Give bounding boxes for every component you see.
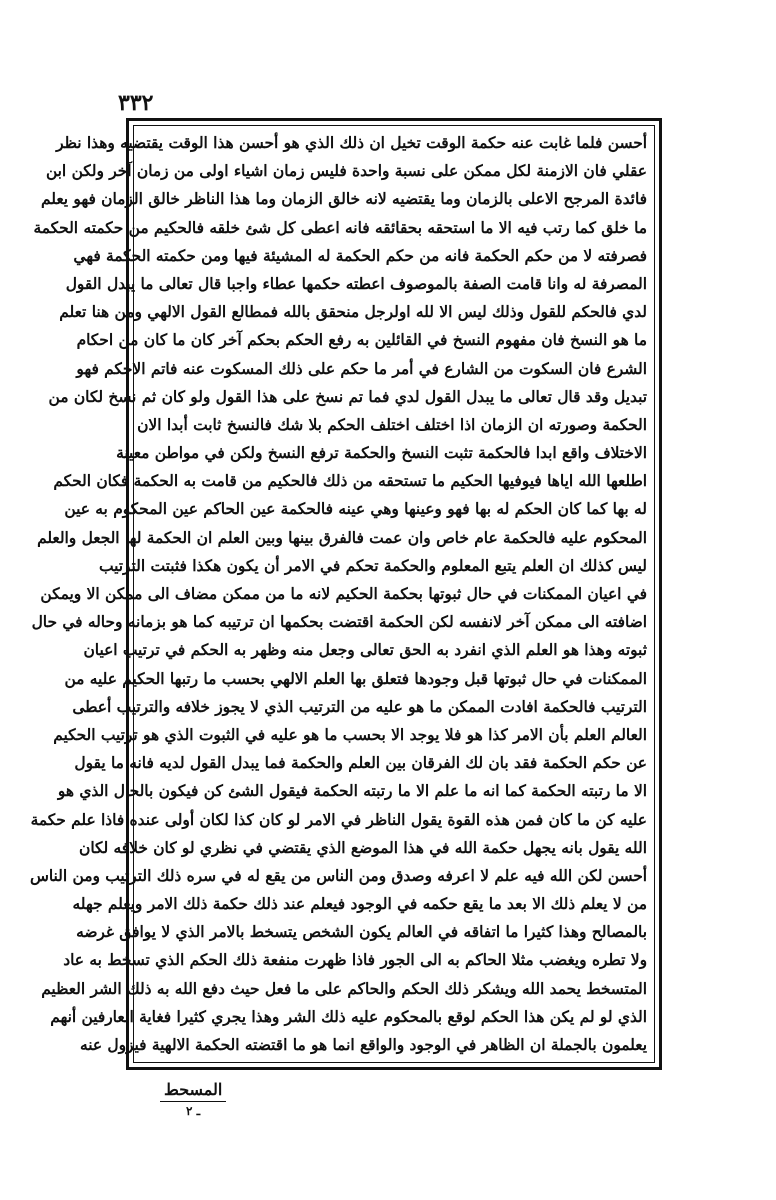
text-line: لدي فالحكم للقول وذلك ليس الا لله اولرجل منحقق بالله فمطالع القول الالهي ومن هنا تعلم bbox=[59, 303, 647, 322]
text-line: بالمصالح وهذا كثيرا ما اتفاقه في العالم يكون الشخص يتسخط بالامر الذي لا يوافق غرضه bbox=[76, 923, 647, 942]
text-line: ما خلق كما رتب فيه الا ما استحقه بحقائقه فانه اعطى كل شئ خلقه فالحكيم من حكمته الحكمة bbox=[33, 218, 647, 237]
text-line: من لا يعلم ذلك الا بعد ما يقع حكمه في الوجود فيعلم عند ذلك حكمة ذلك الامر ويعلم جهله bbox=[72, 895, 647, 914]
signature-mark: ـ ٢ bbox=[186, 1104, 201, 1118]
text-line: المصرفة له وانا قامت الصفة بالموصوف اعطته حكمها عطاء واجبا قال تعالى ما يبدل القول bbox=[65, 274, 647, 293]
text-line: الله يقول بانه يجهل حكمة الله في هذا الموضع الذي يقتضي في نظري لو كان خلافه لكان bbox=[79, 838, 647, 857]
text-line: ليس كذلك ان العلم يتبع المعلوم والحكمة تحكم في الامر أن يكون هكذا فثبتت الترتيب bbox=[98, 556, 647, 575]
text-line: الممكنات في حال ثبوتها قبل وجودها فتعلق بها العلم الالهي بحسب ما رتبها الحكيم عليه من bbox=[64, 669, 647, 688]
body-text bbox=[30, 131, 647, 1057]
text-line: ولا تطره ويغضب مثلا الحاكم به الى الجور فاذا ظهرت منفعة ذلك الحكم الذي تسخط به عاد bbox=[63, 951, 647, 970]
text-line: الشرع فان السكوت من الشارع في أمر ما حكم على ذلك المسكوت عنه فاتم الاحكم فهو bbox=[76, 359, 647, 378]
text-line: الاختلاف واقع ابدا فالحكمة تثبت النسخ والحكمة ترفع النسخ ولكن في مواطن معينة bbox=[116, 444, 647, 463]
text-line: الذي لو لم يكن هذا الحكم لوقع بالمحكوم عليه ذلك الشر وهذا يجري كثيرا فغاية العارفين أنهم bbox=[50, 1007, 647, 1026]
text-line: ثبوته وهذا هو العلم الذي انفرد به الحق تعالى وجعل منه وظهر به الحكم في ترتيب اعيان bbox=[83, 641, 647, 660]
text-line: عليه كن ما كان فمن هذه القوة يقول الناظر في الامر لو كان كذا لكان أولى عنده فاذا علم حكمة bbox=[30, 810, 647, 829]
catchword: المسحط bbox=[160, 1080, 226, 1102]
text-line: الا ما رتبته الحكمة كما انه ما علم الا ما رتبته الحكمة فيقول الشئ كن فيكون بالحال الذي هو bbox=[57, 782, 647, 801]
text-frame bbox=[30, 118, 662, 1070]
text-line: أحسن لكن الله فيه علم لا اعرفه وصدق ومن الناس من يقع له في سره ذلك الترتيب ومن الناس bbox=[30, 866, 647, 885]
text-line: العالم العلم بأن الامر كذا هو فلا يوجد الا بحسب ما هو عليه في الثبوت الذي هو ترتيب الحكيم bbox=[53, 725, 647, 744]
text-line: فائدة المرجح الاعلى بالزمان وما يقتضيه لانه خالق الزمان وما هذا الناظر خالق الزمان فهو يعلم bbox=[41, 190, 647, 209]
text-line: فصرفته لا من حكم الحكمة فانه من حكم الحكمة له المشيئة فيها ومن حكمته الحكمة فهي bbox=[73, 246, 647, 265]
page-number: ٣٣٢ bbox=[118, 90, 154, 116]
text-line: ما هو النسخ فان مفهوم النسخ في القائلين به رفع الحكم بحكم آخر كان ما كان من احكام bbox=[76, 331, 647, 350]
text-line: عن حكم الحكمة فقد بان لك الفرقان بين العلم والحكمة فما يبدل القول لديه فانه ما يقول bbox=[74, 754, 647, 773]
text-line: اطلعها الله اياها فيوفيها الحكيم ما تستحقه من ذلك فالحكيم من قامت به الحكمة فكان الحكم bbox=[53, 472, 647, 491]
text-line: له بها كما كان الحكم له بها فهو وعينها وهي عينه فالحكمة عين الحاكم عين المحكوم به عين bbox=[64, 500, 647, 519]
text-line: المتسخط يحمد الله ويشكر ذلك الحكم والحاكم على ما فعل حيث دفع الله به ذلك الشر العظيم bbox=[41, 979, 647, 998]
text-line: في اعيان الممكنات في حال ثبوتها بحكمة الحكيم لانه ما من ممكن مضاف الى ممكن الا ويمكن bbox=[40, 585, 647, 603]
text-line: عقلي فان الازمنة لكل ممكن على نسبة واحدة فليس زمان اشياء اولى من زمان آخر ولكن ابن bbox=[45, 162, 647, 181]
text-line: الترتيب فالحكمة افادت الممكن ما هو عليه من الترتيب الذي لا يجوز خلافه والترتيب أعطى bbox=[72, 697, 647, 716]
text-line: المحكوم عليه فالحكمة عام خاص وان عمت فالفرق بينها وبين العلم ان الحكمة لها الجعل والعلم bbox=[37, 528, 647, 547]
text-line: أحسن فلما غابت عنه حكمة الوقت تخيل ان ذلك الذي هو أحسن هذا الوقت يقتضيه وهذا نظر bbox=[56, 134, 647, 152]
text-line: يعلمون بالجملة ان الظاهر في الوجود والواقع انما هو ما اقتضته الحكمة الالهية فيزول عنه bbox=[79, 1036, 647, 1054]
text-line: اضافته الى ممكن آخر لانفسه لكن الحكمة اقتضت بحكمها ان ترتيبه كما هو بزمانه وحاله في حال bbox=[31, 613, 647, 632]
text-line: الحكمة وصورته ان الزمان اذا اختلف اختلف الحكم بلا شك فالنسخ ثابت أبدا الان bbox=[137, 415, 647, 434]
text-line: تبديل وقد قال تعالى ما يبدل القول لدي فما تم نسخ على هذا القول ولو كان ثم نسخ لكان من bbox=[48, 387, 647, 406]
